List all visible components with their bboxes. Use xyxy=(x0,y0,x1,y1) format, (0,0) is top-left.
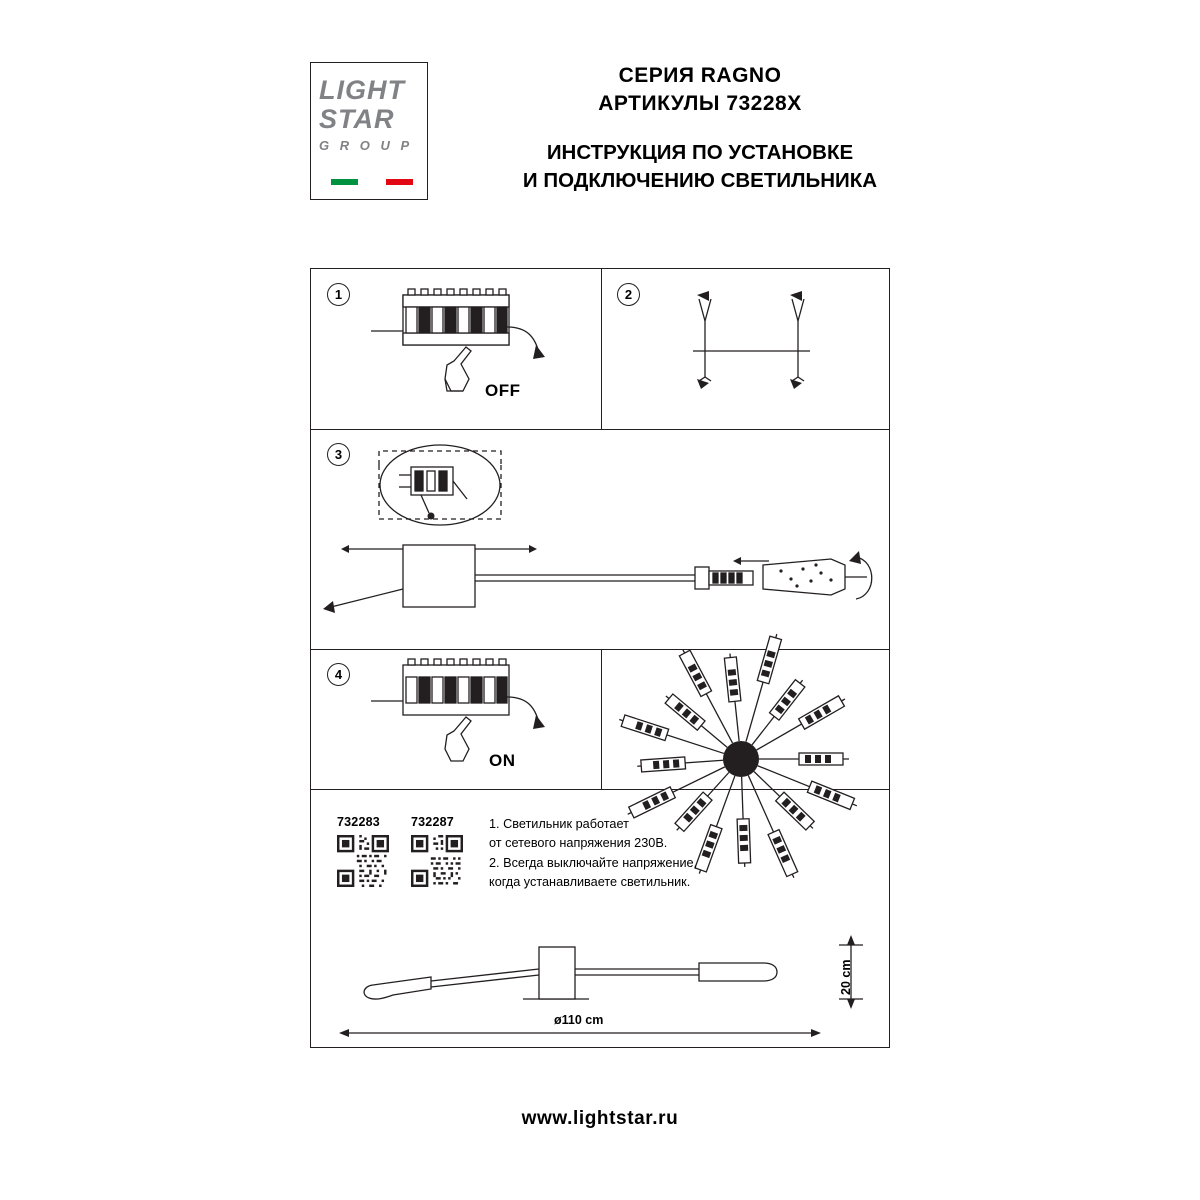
note-line-3: 2. Всегда выключайте напряжение, xyxy=(489,855,698,870)
step-number-1: 1 xyxy=(327,283,350,306)
note-line-2: от сетевого напряжения 230В. xyxy=(489,836,668,851)
brand-logo-text xyxy=(319,77,423,152)
instruction-line-1: ИНСТРУКЦИЯ ПО УСТАНОВКЕ xyxy=(546,140,854,164)
italian-flag-icon xyxy=(331,179,413,185)
step2-cables-illustration xyxy=(693,291,810,389)
diagram-artwork xyxy=(311,269,889,1047)
document-header xyxy=(310,62,910,212)
diameter-label: ø110 cm xyxy=(554,1013,604,1027)
diagram-frame xyxy=(310,268,890,1048)
brand-logo xyxy=(310,62,428,200)
step-number-4: 4 xyxy=(327,663,350,686)
safety-notes xyxy=(489,815,749,892)
step-1-caption: OFF xyxy=(485,381,521,400)
brand-line-1: LIGHT xyxy=(319,75,405,105)
qr-code-732283 xyxy=(337,835,389,887)
step3-mounting-illustration xyxy=(323,445,872,613)
title-block xyxy=(490,62,910,195)
note-line-1: 1. Светильник работает xyxy=(489,817,629,831)
brand-line-2: STAR xyxy=(319,104,395,134)
step1-breaker-illustration xyxy=(371,289,545,391)
note-line-4: когда устанавливаете светильник. xyxy=(489,874,691,889)
footer-website[interactable]: www.lightstar.ru xyxy=(521,1108,679,1129)
brand-line-3: G R O U P xyxy=(319,138,413,153)
qr-code-732287 xyxy=(411,835,463,887)
step4-breaker-illustration xyxy=(371,659,545,761)
instruction-line-2: И ПОДКЛЮЧЕНИЮ СВЕТИЛЬНИКА xyxy=(522,168,878,192)
step-number-3: 3 xyxy=(327,443,350,466)
series-title: СЕРИЯ RAGNO xyxy=(618,64,782,87)
step-number-2: 2 xyxy=(617,283,640,306)
article-title: АРТИКУЛЫ 73228X xyxy=(598,92,802,116)
step-4-caption: ON xyxy=(489,751,516,770)
qr-label-732283: 732283 xyxy=(337,815,380,829)
height-label: 20 cm xyxy=(839,959,853,995)
qr-label-732287: 732287 xyxy=(411,815,454,829)
